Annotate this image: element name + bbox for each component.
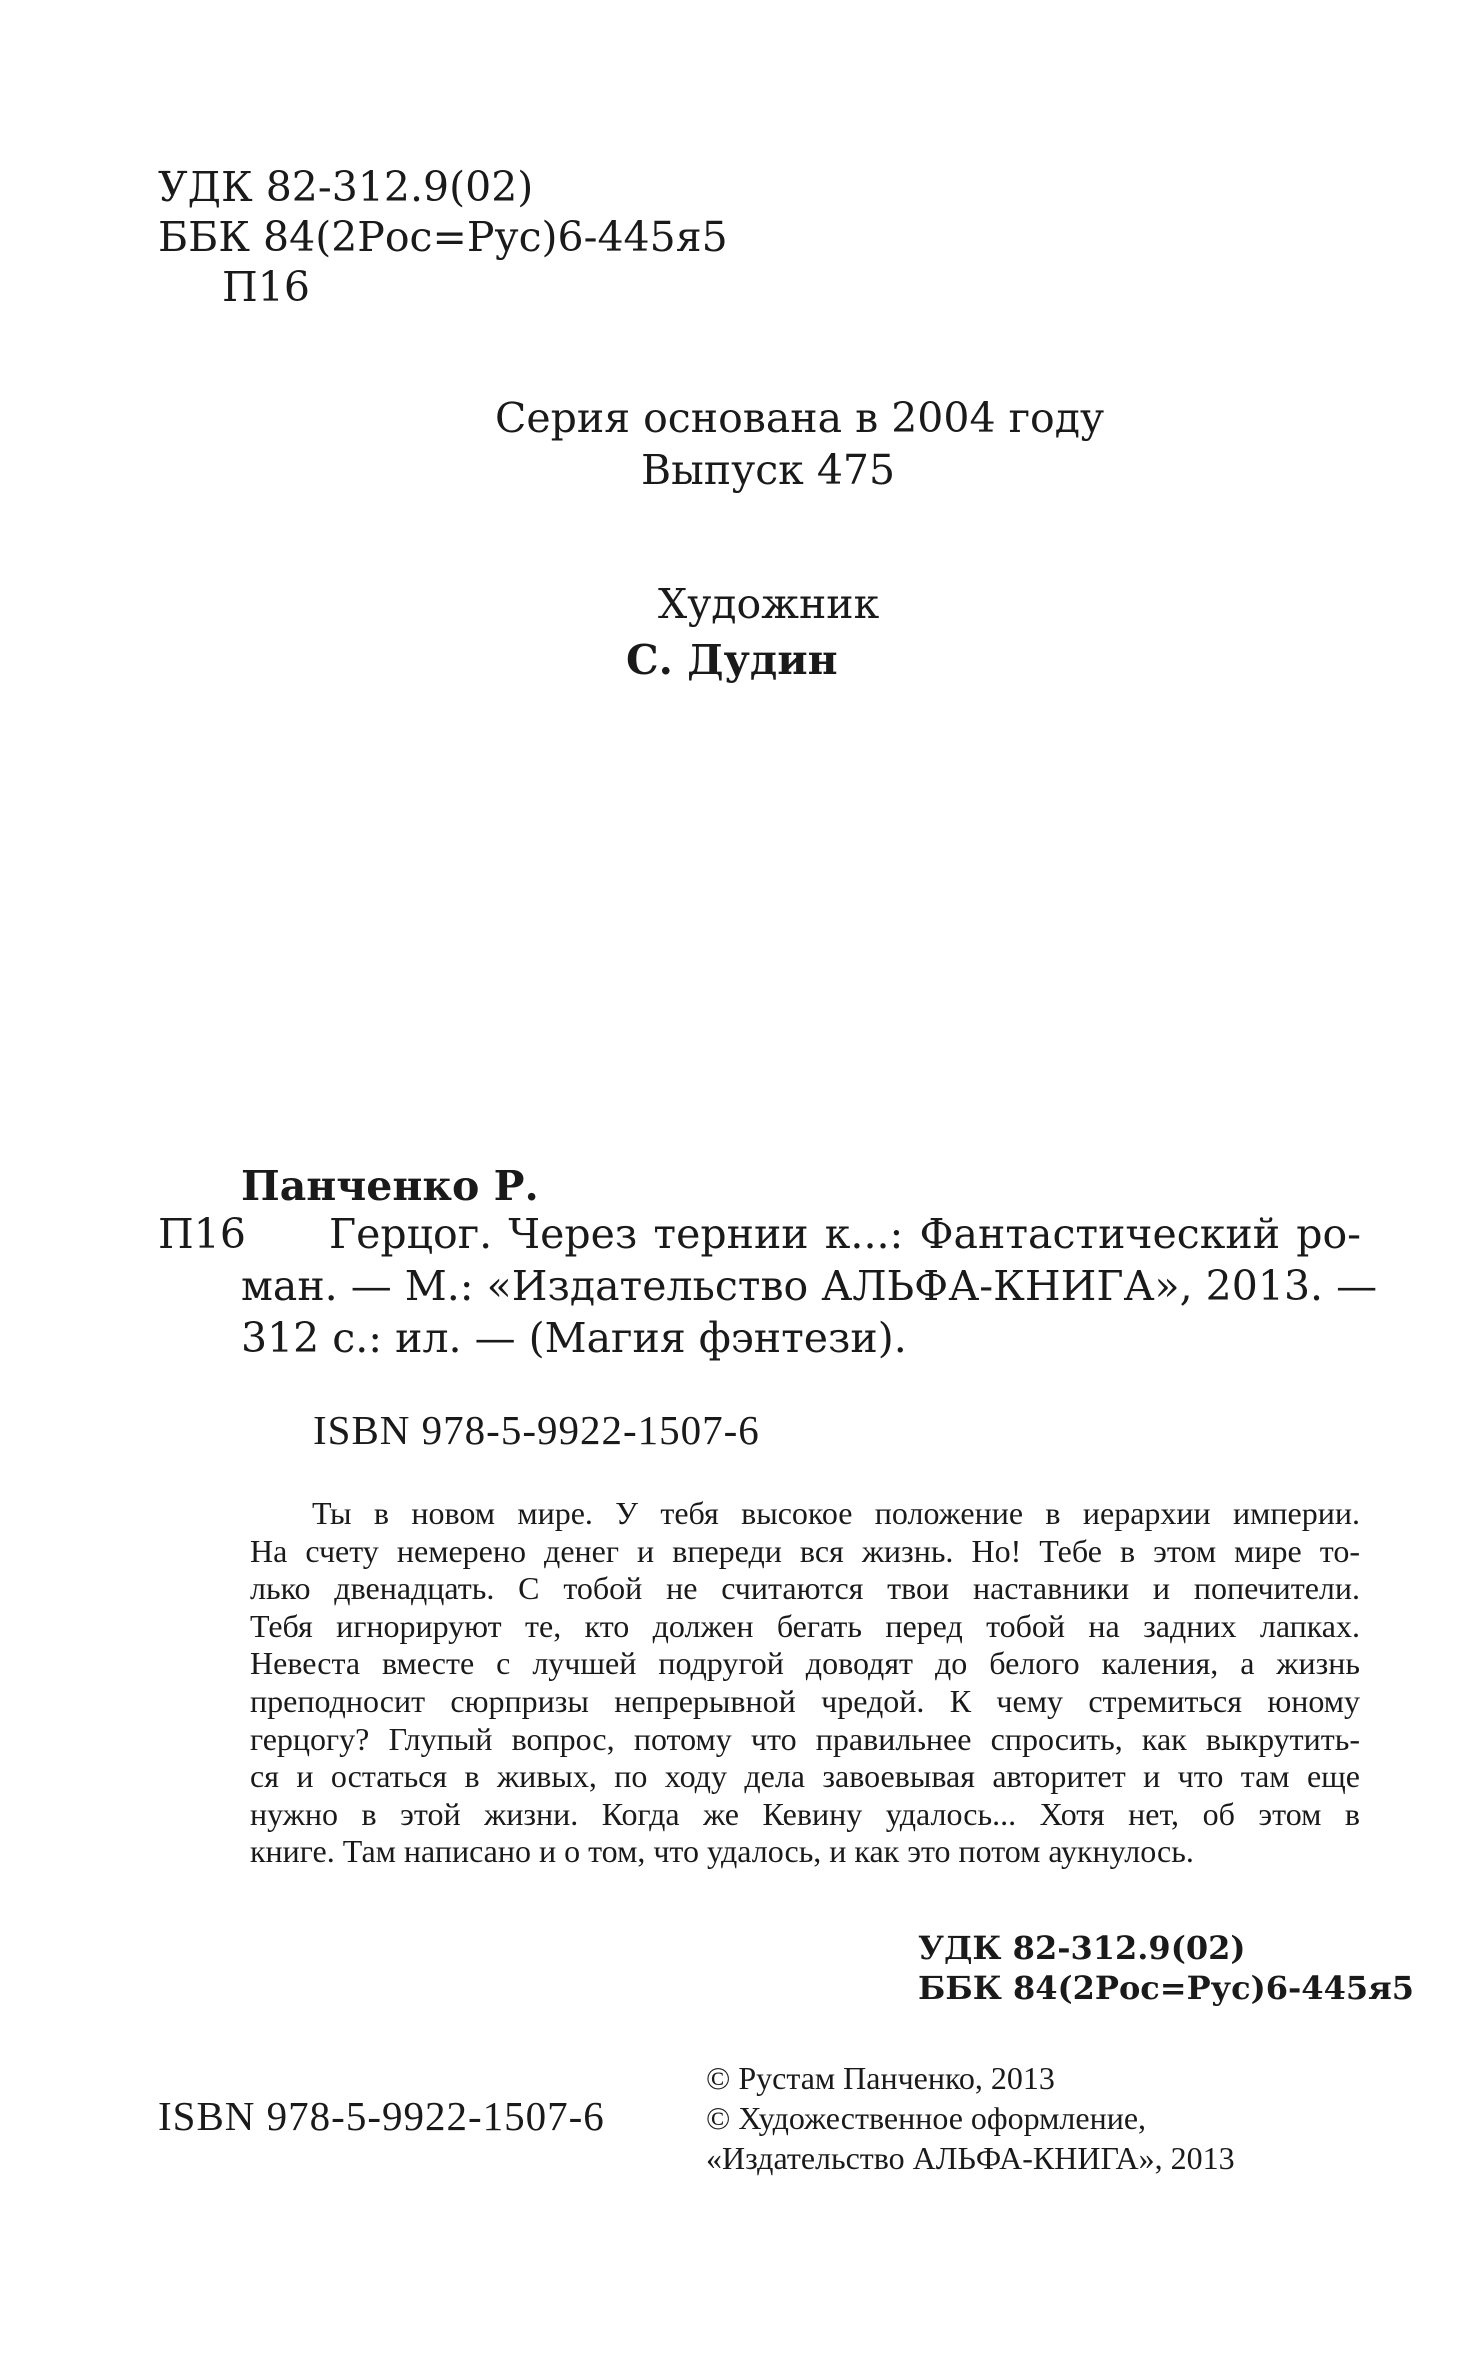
annotation-line: герцогу? Глупый вопрос, потому что правильнее спросить, как выкрутить- — [250, 1720, 1360, 1757]
biblio-line: 312 с.: ил. — (Магия фэнтези). — [241, 1314, 907, 1362]
annotation-line: лько двенадцать. С тобой не считаются твои наставники и попечители. — [250, 1570, 1360, 1607]
classification-codes-top — [158, 162, 728, 312]
copyright-line: «Издательство АЛЬФА-КНИГА», 2013 — [706, 2140, 1235, 2176]
copyright-line: © Рустам Панченко, 2013 — [706, 2060, 1055, 2096]
annotation-line: ся и остаться в живых, по ходу дела завоевывая авторитет и что там еще — [250, 1758, 1360, 1795]
annotation-line: Ты в новом мире. У тебя высокое положение в иерархии империи. — [312, 1495, 1360, 1531]
classification-codes-bottom — [918, 1928, 1414, 2008]
copyright-line: © Художественное оформление, — [706, 2100, 1147, 2136]
record-isbn: ISBN 978-5-9922-1507-6 — [313, 1407, 760, 1453]
biblio-line: ман. — М.: «Издательство АЛЬФА-КНИГА», 2013. — — [241, 1262, 1378, 1310]
udk-code: УДК 82-312.9(02) — [918, 1929, 1246, 1967]
record-author-mark: П16 — [158, 1210, 246, 1258]
annotation-line: книге. Там написано и о том, что удалось, и как это потом аукнулось. — [250, 1833, 1194, 1870]
annotation-line: Тебя игнорируют те, кто должен бегать перед тобой на задних лапках. — [250, 1607, 1360, 1644]
series-info — [0, 392, 1475, 496]
author-mark: П16 — [222, 263, 310, 311]
series-issue: Выпуск 475 — [641, 446, 896, 494]
copyright-notice — [706, 2058, 1235, 2178]
artist-name: С. Дудин — [626, 636, 838, 684]
bbk-code: ББК 84(2Рос=Рус)6-445я5 — [918, 1969, 1414, 2007]
annotation-line: На счету немерено денег и впереди вся жизнь. Но! Тебе в этом мире то- — [250, 1532, 1360, 1569]
udk-code: УДК 82-312.9(02) — [158, 163, 534, 211]
series-founded: Серия основана в 2004 году — [495, 394, 1105, 442]
biblio-line: Герцог. Через тернии к...: Фантастический ро- — [329, 1210, 1361, 1258]
bbk-code: ББК 84(2Рос=Рус)6-445я5 — [158, 213, 728, 261]
isbn-bottom: ISBN 978-5-9922-1507-6 — [158, 2093, 605, 2139]
artist-role: Художник — [658, 580, 880, 628]
annotation-line: преподносит сюрпризы непрерывной чредой. К чему стремиться юному — [250, 1682, 1360, 1719]
record-author: Панченко Р. — [241, 1162, 539, 1210]
annotation-line: Невеста вместе с лучшей подругой доводят до белого каления, а жизнь — [250, 1645, 1360, 1682]
annotation — [250, 1495, 1360, 1871]
annotation-line: нужно в этой жизни. Когда же Кевину удалось... Хотя нет, об этом в — [250, 1795, 1360, 1832]
bibliographic-description — [241, 1208, 1378, 1364]
